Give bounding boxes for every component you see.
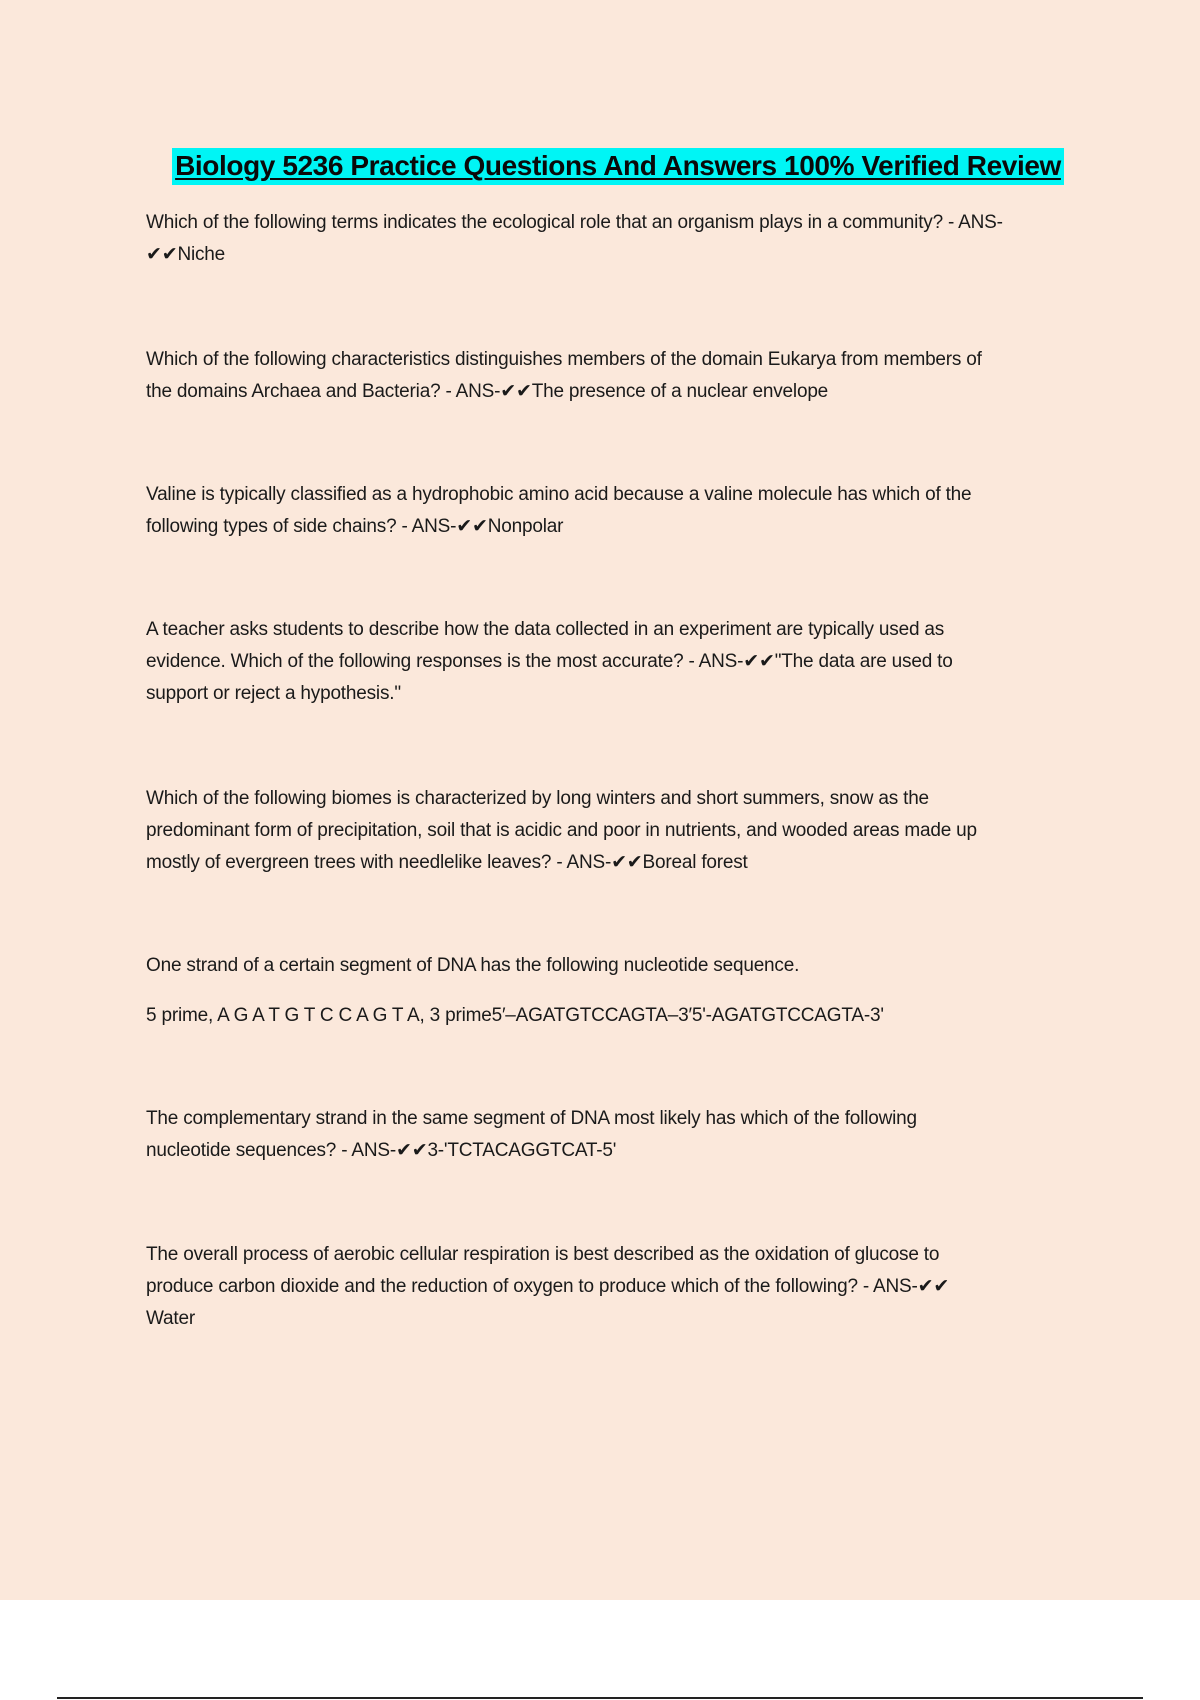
qa-line: predominant form of precipitation, soil that is acidic and poor in nutrients, and wooded areas made up	[146, 820, 977, 841]
document-title: Biology 5236 Practice Questions And Answers 100% Verified Review	[172, 148, 1064, 185]
qa-item-4	[146, 614, 1096, 710]
qa-line: following types of side chains? - ANS-✔✔Nonpolar	[146, 516, 564, 537]
title-wrapper	[0, 148, 1200, 185]
qa-line: ✔✔Niche	[146, 244, 226, 265]
qa-item-5	[146, 783, 1096, 879]
dna-sequence-line: 5 prime, A G A T G T C C A G T A, 3 prime5′–AGATGTCCAGTA–3′5'-AGATGTCCAGTA-3'	[146, 1005, 884, 1026]
qa-line: Water	[146, 1308, 195, 1329]
footer-divider	[57, 1697, 1143, 1699]
qa-line: nucleotide sequences? - ANS-✔✔3-'TCTACAGGTCAT-5'	[146, 1140, 617, 1161]
qa-line: Which of the following terms indicates the ecological role that an organism plays in a community? - ANS-	[146, 212, 1003, 233]
qa-line: support or reject a hypothesis."	[146, 683, 401, 704]
qa-line: The overall process of aerobic cellular respiration is best described as the oxidation of glucose to	[146, 1244, 940, 1265]
qa-line: A teacher asks students to describe how the data collected in an experiment are typically used as	[146, 619, 945, 640]
qa-item-7	[146, 1103, 1096, 1167]
qa-line: evidence. Which of the following responses is the most accurate? - ANS-✔✔"The data are used to	[146, 651, 953, 672]
qa-item-1	[146, 207, 1096, 271]
qa-line: Valine is typically classified as a hydrophobic amino acid because a valine molecule has which of the	[146, 484, 972, 505]
qa-item-8	[146, 1239, 1096, 1335]
qa-line: the domains Archaea and Bacteria? - ANS-✔✔The presence of a nuclear envelope	[146, 381, 829, 402]
qa-line: Which of the following characteristics distinguishes members of the domain Eukarya from members of	[146, 349, 982, 370]
qa-line: produce carbon dioxide and the reduction of oxygen to produce which of the following? - ANS-✔✔	[146, 1276, 950, 1297]
qa-line: The complementary strand in the same segment of DNA most likely has which of the following	[146, 1108, 917, 1129]
qa-item-2	[146, 344, 1096, 408]
qa-item-3	[146, 479, 1096, 543]
qa-item-6	[146, 950, 1096, 1032]
qa-line: Which of the following biomes is characterized by long winters and short summers, snow as the	[146, 788, 929, 809]
qa-line: mostly of evergreen trees with needlelike leaves? - ANS-✔✔Boreal forest	[146, 852, 748, 873]
qa-line: One strand of a certain segment of DNA has the following nucleotide sequence.	[146, 955, 800, 976]
